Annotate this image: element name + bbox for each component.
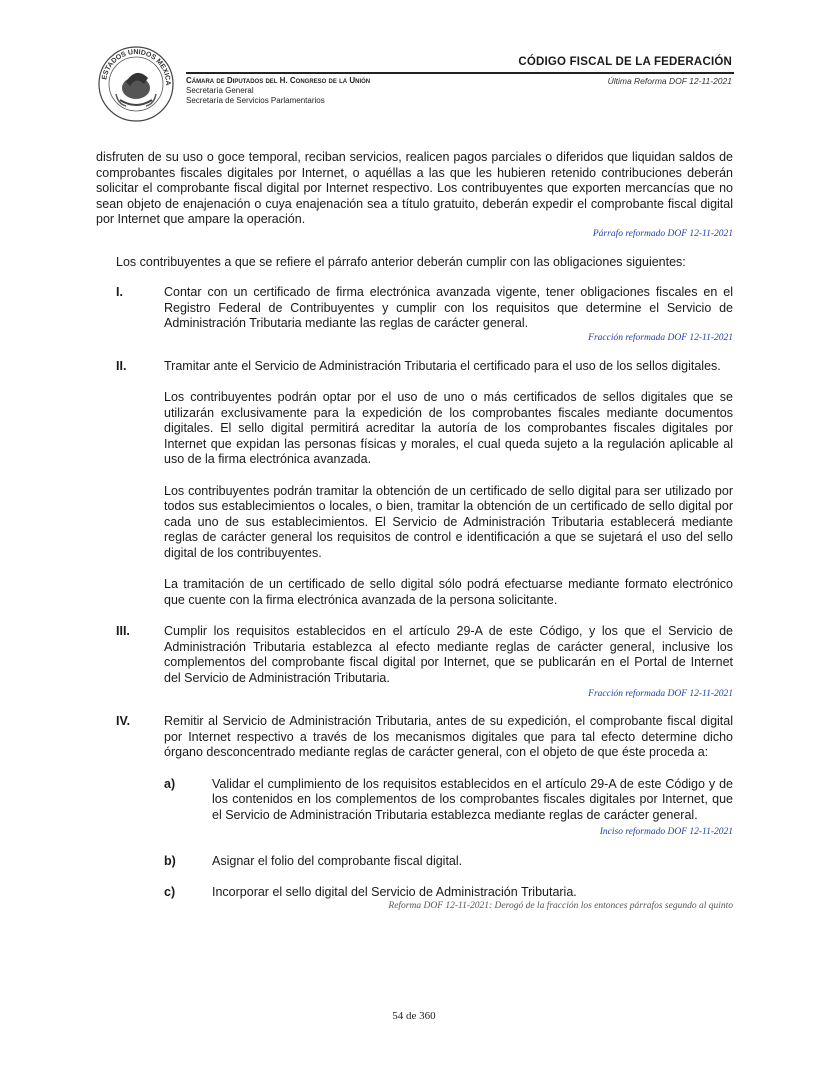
reform-note: Fracción reformada DOF 12-11-2021 [588, 689, 733, 699]
department-general: Secretaría General [186, 86, 254, 95]
fraction-ii [96, 359, 733, 609]
header-institution [186, 76, 370, 106]
document-body [96, 150, 733, 912]
document-title: CÓDIGO FISCAL DE LA FEDERACIÓN [518, 56, 732, 68]
fraction-label: III. [116, 624, 130, 638]
fraction-text: Tramitar ante el Servicio de Administración Tributaria el certificado para el uso de los sellos digitales. [164, 358, 721, 373]
fraction-paragraph: La tramitación de un certificado de sello digital sólo podrá efectuarse mediante formato electrónico que cuente con la firma electrónica avanzada de la persona solicitante. [164, 577, 733, 607]
institution-name: Cámara de Diputados del H. Congreso de la Unión [186, 76, 371, 85]
subsection-text: Validar el cumplimiento de los requisitos establecidos en el artículo 29-A de este Código y de los contenidos en los complementos de los comprobantes fiscales digitales por Internet, que el Servicio de Administración Tributaria establezca mediante reglas de carácter general. [212, 776, 733, 822]
derogation-note: Reforma DOF 12-11-2021: Derogó de la fracción los entonces párrafos segundo al quinto [388, 901, 733, 911]
subsection-c [164, 885, 733, 901]
reform-note: Inciso reformado DOF 12-11-2021 [599, 827, 733, 837]
fraction-label: I. [116, 285, 123, 299]
fraction-paragraph: Los contribuyentes podrán optar por el uso de uno o más certificados de sellos digitales que se utilizarán exclusivamente para la expedición de los comprobantes fiscales mediante documentos digitales. El sello digital permitirá acreditar la autoría de los comprobantes fiscales digitales por Internet que expidan las personas físicas y morales, el cual queda sujeto a la regulación aplicable al uso de la firma electrónica avanzada. [164, 390, 733, 466]
subsection-text: Asignar el folio del comprobante fiscal digital. [212, 854, 463, 868]
subsection-a [164, 777, 733, 839]
department-parliamentary: Secretaría de Servicios Parlamentarios [186, 96, 325, 105]
fraction-paragraph: Los contribuyentes podrán tramitar la obtención de un certificado de sello digital para ser utilizado por todos sus establecimientos o locales, o bien, tramitar la obtención de un certificado de sello digital por cada uno de sus establecimientos. El Servicio de Administración Tributaria establecerá mediante reglas de carácter general los requisitos de control e identificación a que se sujetará el uso del sello digital de los contribuyentes. [164, 483, 733, 560]
subsection-label: a) [164, 776, 176, 791]
page-number: 54 de 360 [392, 1010, 436, 1022]
fraction-iii [96, 624, 733, 700]
last-reform-date: Última Reforma DOF 12-11-2021 [607, 76, 732, 86]
fraction-iv [96, 714, 733, 912]
coat-of-arms-seal [96, 44, 176, 124]
subsection-label: c) [164, 884, 176, 899]
fraction-text: Cumplir los requisitos establecidos en el artículo 29-A de este Código, y los que el Servicio de Administración Tributaria establezca al efecto mediante reglas de carácter general, inclusive los complementos del comprobante fiscal digital por Internet, que se publicarán en el Portal de Internet del Servicio de Administración Tributaria. [164, 624, 733, 685]
reform-note: Fracción reformada DOF 12-11-2021 [588, 332, 733, 343]
subsection-text: Incorporar el sello digital del Servicio de Administración Tributaria. [212, 884, 577, 899]
reform-note: Párrafo reformado DOF 12-11-2021 [592, 228, 733, 239]
fraction-label: II. [116, 358, 127, 373]
fraction-text: Remitir al Servicio de Administración Tributaria, antes de su expedición, el comprobante fiscal digital por Internet respectivo a través de los mecanismos digitales que para tal efecto determine dicho órgano desconcentrado mediante reglas de carácter general, con el objeto de que éste proceda a: [164, 714, 733, 759]
fraction-i [96, 285, 733, 344]
intro-paragraph: disfruten de su uso o goce temporal, reciban servicios, realicen pagos parciales o diferidos que liquidan saldos de comprobantes fiscales digitales por Internet, o aquéllas a las que les hubieren retenido contribuciones deberán solicitar el comprobante fiscal digital por Internet respectivo. Los contribuyentes que exporten mercancías que no sean objeto de enajenación o cuya enajenación sea a título gratuito, deberán expedir el comprobante fiscal digital por Internet que ampare la operación. [96, 150, 733, 226]
lead-paragraph: Los contribuyentes a que se refiere el párrafo anterior deberán cumplir con las obligaciones siguientes: [116, 254, 686, 269]
header-rule [186, 72, 734, 74]
subsection-b [164, 854, 733, 870]
fraction-label: IV. [116, 714, 131, 728]
fraction-text: Contar con un certificado de firma electrónica avanzada vigente, tener obligaciones fiscales en el Registro Federal de Contribuyentes y cumplir con los requisitos que determine el Servicio de Administración Tributaria mediante las reglas de carácter general. [164, 285, 733, 330]
svg-text:ESTADOS UNIDOS MEXICANOS: ESTADOS UNIDOS MEXICA [101, 48, 172, 86]
subsection-label: b) [164, 854, 176, 868]
